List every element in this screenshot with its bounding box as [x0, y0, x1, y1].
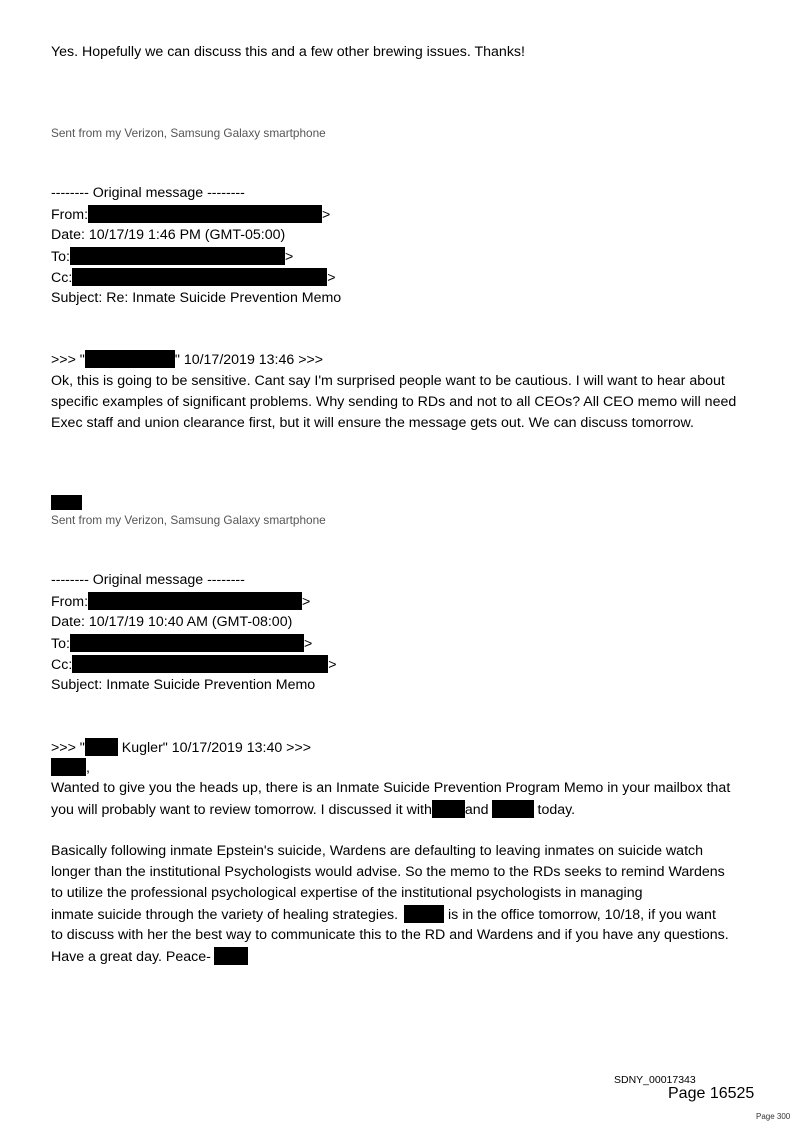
subject-line: Subject: Inmate Suicide Prevention Memo — [51, 677, 316, 693]
body-text: inmate suicide through the variety of healing strategies. — [51, 907, 399, 923]
cc-line — [51, 655, 337, 675]
body-text: you will probably want to review tomorrow. I discussed it with — [51, 802, 432, 818]
email-close: > — [322, 207, 331, 223]
to-line — [51, 634, 312, 654]
subject-line: Subject: Re: Inmate Suicide Prevention Memo — [51, 290, 342, 306]
quote-header — [51, 738, 311, 758]
cc-label: Cc: — [51, 270, 73, 286]
page-number: Page 16525 — [668, 1085, 755, 1102]
redaction — [70, 247, 285, 265]
redaction — [51, 495, 82, 510]
date-line: Date: 10/17/19 1:46 PM (GMT-05:00) — [51, 227, 286, 243]
body-line: longer than the institutional Psychologists would advise. So the memo to the RDs seeks to remind Wardens — [51, 864, 725, 880]
redaction — [88, 205, 322, 223]
body-text: is in the office tomorrow, 10/18, if you want — [448, 907, 716, 923]
greeting-line — [51, 758, 90, 778]
redaction — [492, 800, 534, 818]
body-line: specific examples of significant problems. Why sending to RDs and not to all CEOs? All CEO memo will need — [51, 394, 737, 410]
email-close: > — [302, 594, 311, 610]
quote-header — [51, 350, 323, 370]
redaction — [88, 592, 302, 610]
body-text: Have a great day. Peace- — [51, 949, 211, 965]
redaction — [432, 800, 465, 818]
greeting-comma: , — [86, 760, 90, 776]
redaction — [51, 758, 86, 776]
from-line — [51, 205, 330, 225]
original-message-divider: -------- Original message -------- — [51, 572, 245, 588]
body-line: to utilize the professional psychological expertise of the institutional psychologists in managing — [51, 885, 643, 901]
quote-tail: " 10/17/2019 13:46 >>> — [174, 352, 324, 368]
redaction — [404, 905, 444, 923]
from-line — [51, 592, 310, 612]
redaction — [70, 634, 304, 652]
reply-text: Yes. Hopefully we can discuss this and a few other brewing issues. Thanks! — [51, 44, 525, 60]
body-line: Wanted to give you the heads up, there is an Inmate Suicide Prevention Program Memo in your mailbox that — [51, 780, 731, 796]
body-line — [51, 800, 575, 820]
body-line: Ok, this is going to be sensitive. Cant say I'm surprised people want to be cautious. I will want to hear about — [51, 373, 725, 389]
body-line — [51, 905, 716, 925]
redaction — [85, 350, 175, 368]
body-text: today. — [537, 802, 576, 818]
email-close: > — [328, 657, 337, 673]
to-label: To: — [51, 636, 70, 652]
date-line: Date: 10/17/19 10:40 AM (GMT-08:00) — [51, 614, 293, 630]
redaction — [72, 268, 327, 286]
bates-number: SDNY_00017343 — [614, 1074, 696, 1086]
quote-tail: Kugler" 10/17/2019 13:40 >>> — [117, 740, 312, 756]
signature-line: Sent from my Verizon, Samsung Galaxy smartphone — [51, 513, 326, 527]
body-line: to discuss with her the best way to communicate this to the RD and Wardens and if you have any questions. — [51, 927, 729, 943]
email-close: > — [327, 270, 336, 286]
quote-open: >>> " — [51, 740, 85, 756]
email-close: > — [284, 249, 294, 265]
email-close: > — [303, 636, 313, 652]
body-line: Basically following inmate Epstein's suicide, Wardens are defaulting to leaving inmates on suicide watch — [51, 843, 703, 859]
page-number-small: Page 300 — [756, 1112, 791, 1121]
from-label: From: — [51, 207, 89, 223]
redaction — [85, 738, 118, 756]
body-text: and — [464, 802, 489, 818]
signature-line: Sent from my Verizon, Samsung Galaxy smartphone — [51, 126, 326, 140]
cc-line — [51, 268, 336, 288]
original-message-divider: -------- Original message -------- — [51, 185, 245, 201]
to-label: To: — [51, 249, 70, 265]
from-label: From: — [51, 594, 89, 610]
body-line: Exec staff and union clearance first, but it will ensure the message gets out. We can discuss tomorrow. — [51, 415, 694, 431]
to-line — [51, 247, 293, 267]
redaction — [72, 655, 328, 673]
cc-label: Cc: — [51, 657, 73, 673]
body-line — [51, 947, 248, 967]
quote-open: >>> " — [51, 352, 85, 368]
redaction — [214, 947, 248, 965]
